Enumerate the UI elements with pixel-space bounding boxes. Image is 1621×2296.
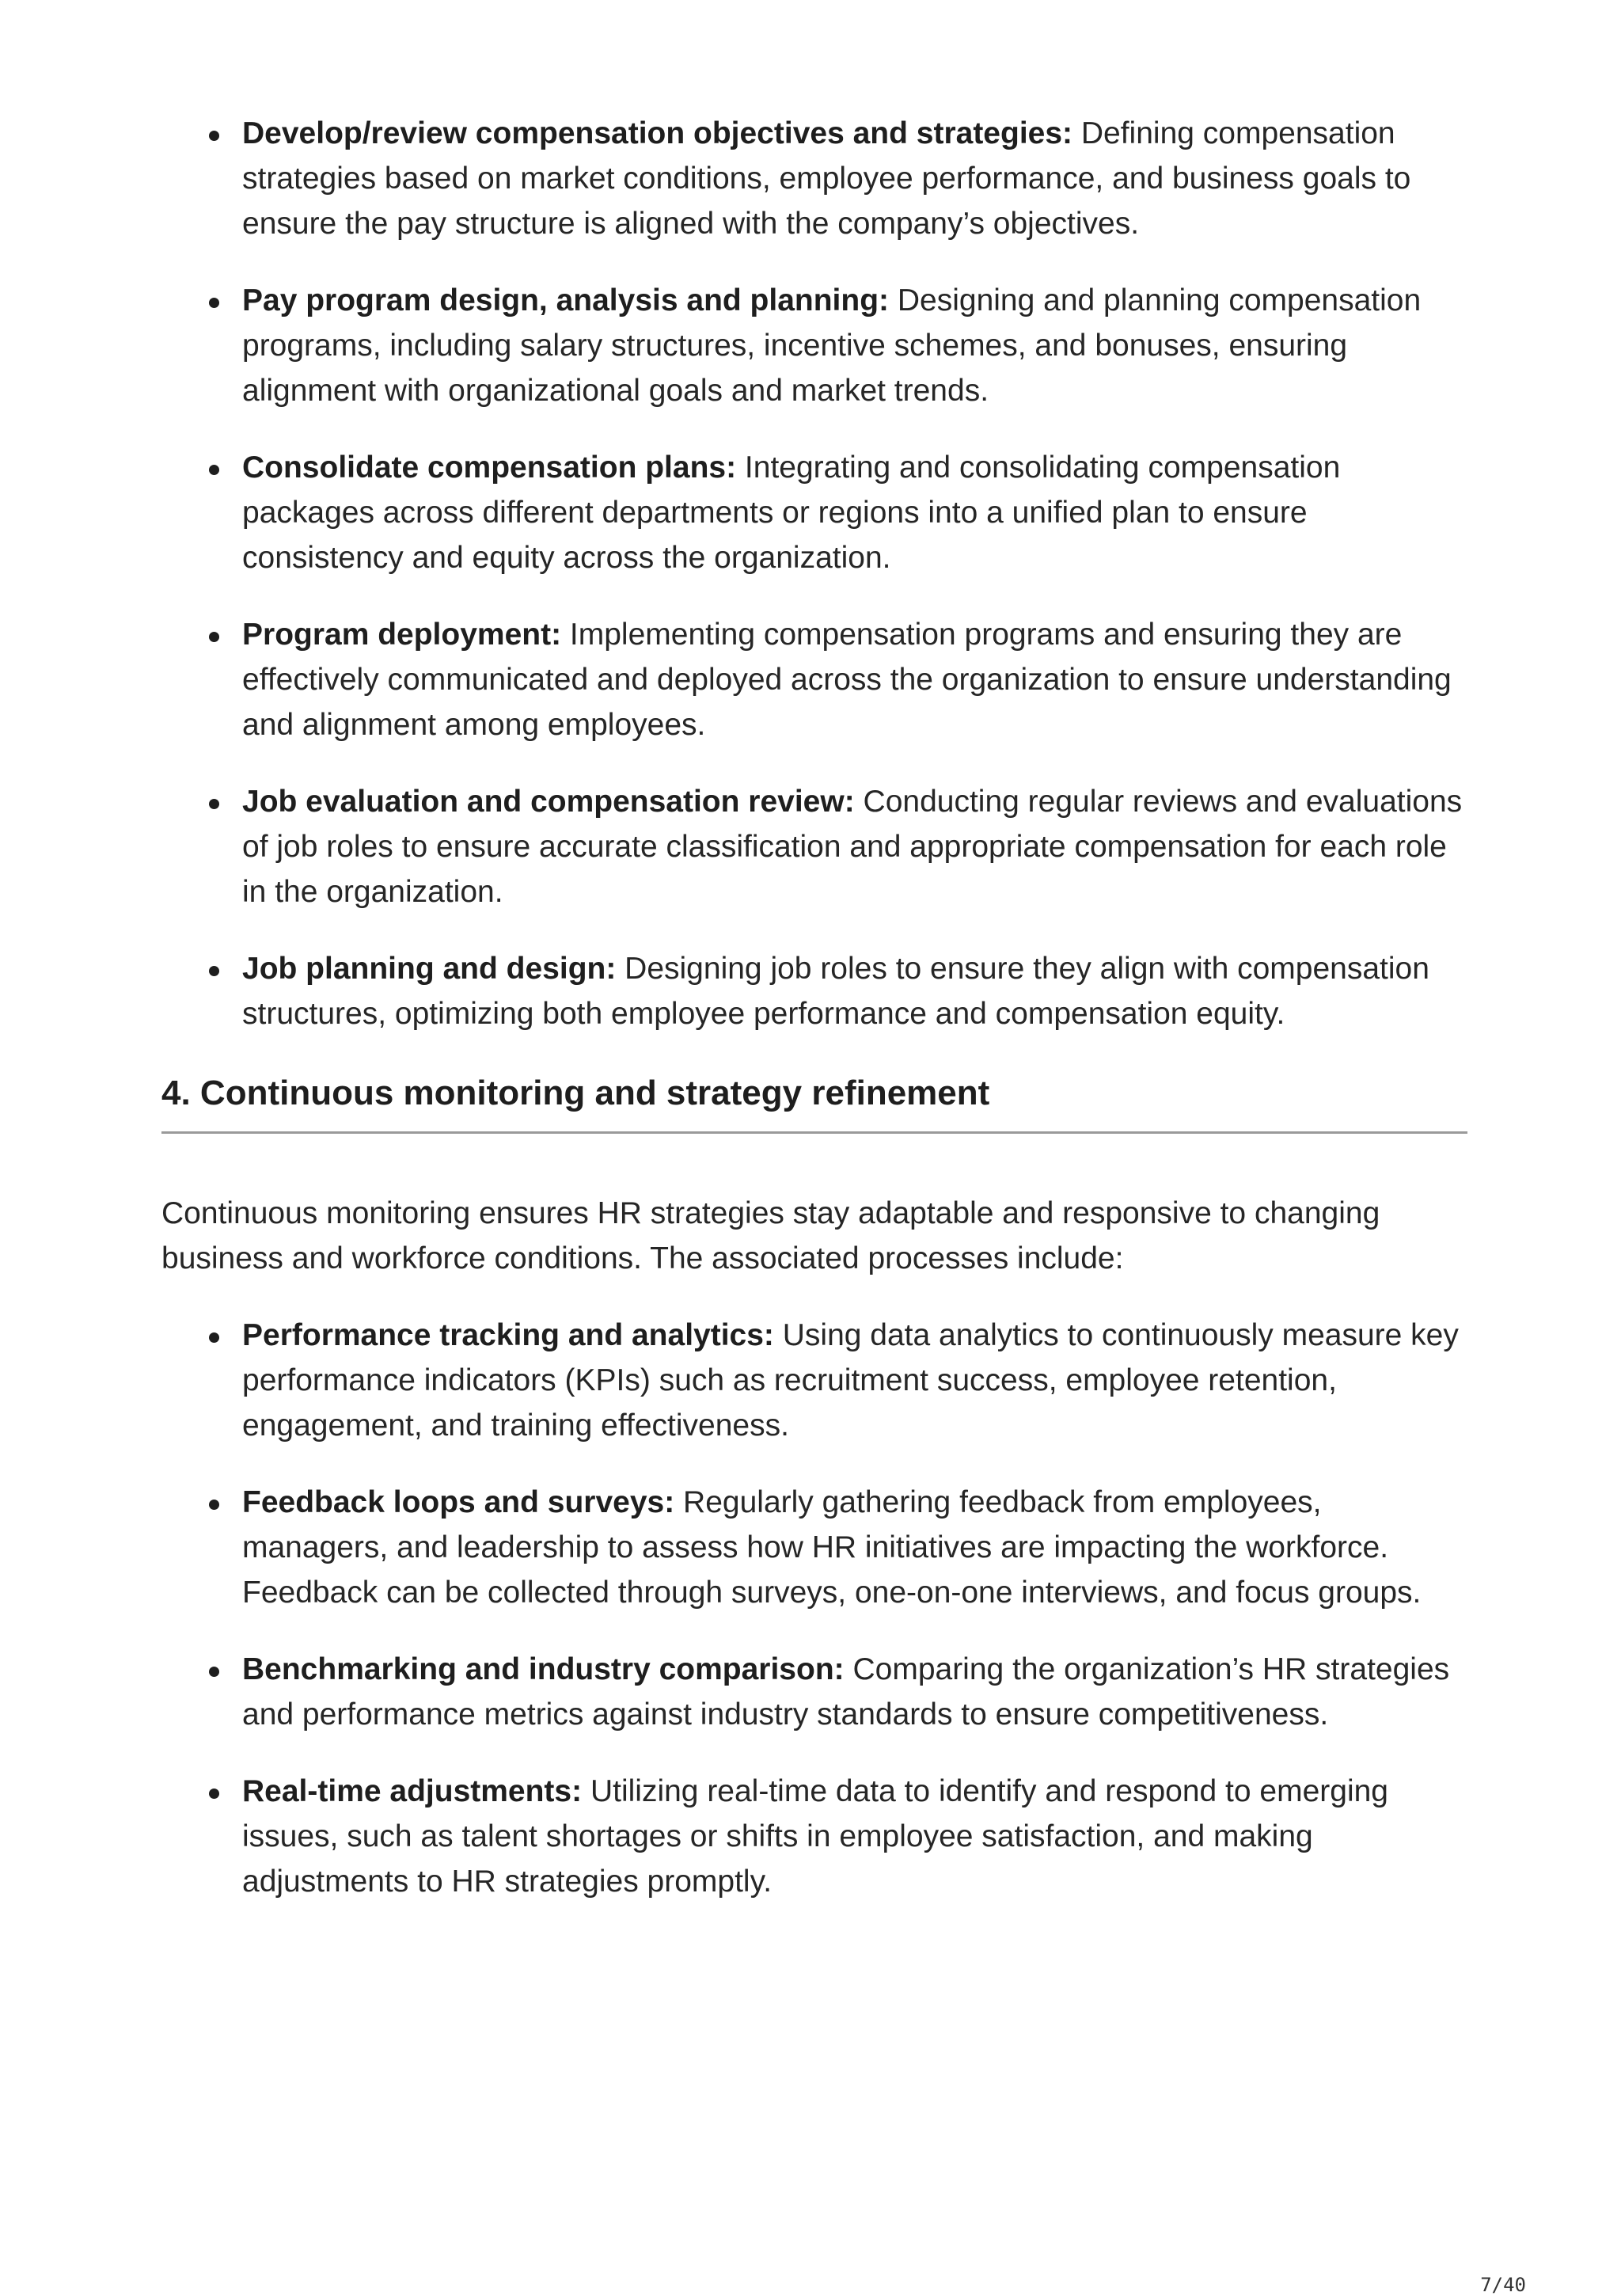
list-item-term: Feedback loops and surveys: <box>242 1485 675 1519</box>
list-item-term: Benchmarking and industry comparison: <box>242 1652 845 1686</box>
page-number: 7/40 <box>1480 2274 1526 2296</box>
list-item <box>161 946 1467 1036</box>
list-item-text: Utilizing real-time data to identify and respond to emerging issues, such as talent shortages or shifts in employee satisfaction, and making adjustments to HR strategies promptly. <box>242 1774 1388 1899</box>
list-item-term: Pay program design, analysis and planning: <box>242 283 890 317</box>
compensation-process-list <box>161 111 1467 1036</box>
list-item-text: Comparing the organization’s HR strategies and performance metrics against industry standards to ensure competitiveness. <box>242 1652 1450 1732</box>
list-item-text: Conducting regular reviews and evaluations of job roles to ensure accurate classification and appropriate compensation for each role in the organization. <box>242 785 1463 909</box>
list-item-term: Consolidate compensation plans: <box>242 450 737 485</box>
monitoring-process-list <box>161 1313 1467 1904</box>
section-intro-paragraph: Continuous monitoring ensures HR strategies stay adaptable and responsive to changing business and workforce conditions. The associated processes include: <box>161 1196 1380 1275</box>
list-item-term: Program deployment: <box>242 618 562 652</box>
list-item-text: Designing and planning compensation programs, including salary structures, incentive schemes, and bonuses, ensuring alignment with organizational goals and market trends. <box>242 283 1422 408</box>
list-item <box>161 278 1467 413</box>
list-item <box>161 445 1467 580</box>
list-item-term: Develop/review compensation objectives and strategies: <box>242 116 1073 150</box>
list-item <box>161 1769 1467 1904</box>
document-body <box>161 111 1467 1936</box>
list-item <box>161 779 1467 914</box>
list-item <box>161 1480 1467 1615</box>
list-item-term: Job planning and design: <box>242 952 617 986</box>
list-item <box>161 1647 1467 1737</box>
list-item <box>161 612 1467 747</box>
list-item-term: Real-time adjustments: <box>242 1774 583 1808</box>
section-heading: 4. Continuous monitoring and strategy refinement <box>161 1068 1467 1134</box>
list-item <box>161 111 1467 246</box>
list-item <box>161 1313 1467 1448</box>
list-item-term: Performance tracking and analytics: <box>242 1318 774 1352</box>
list-item-term: Job evaluation and compensation review: <box>242 785 855 819</box>
list-item-text: Integrating and consolidating compensation packages across different departments or regions into a unified plan to ensure consistency and equity across the organization. <box>242 450 1341 575</box>
list-item-text: Defining compensation strategies based on market conditions, employee performance, and business goals to ensure the pay structure is aligned with the company’s objectives. <box>242 116 1411 241</box>
list-item-text: Designing job roles to ensure they align with compensation structures, optimizing both employee performance and compensation equity. <box>242 952 1429 1031</box>
list-item-text: Using data analytics to continuously measure key performance indicators (KPIs) such as recruitment success, employee retention, engagement, and training effectiveness. <box>242 1318 1459 1443</box>
list-item-text: Regularly gathering feedback from employees, managers, and leadership to assess how HR initiatives are impacting the workforce. Feedback can be collected through surveys, one-on-one interviews, and focus groups. <box>242 1485 1422 1610</box>
list-item-text: Implementing compensation programs and ensuring they are effectively communicated and deployed across the organization to ensure understanding and alignment among employees. <box>242 618 1452 742</box>
